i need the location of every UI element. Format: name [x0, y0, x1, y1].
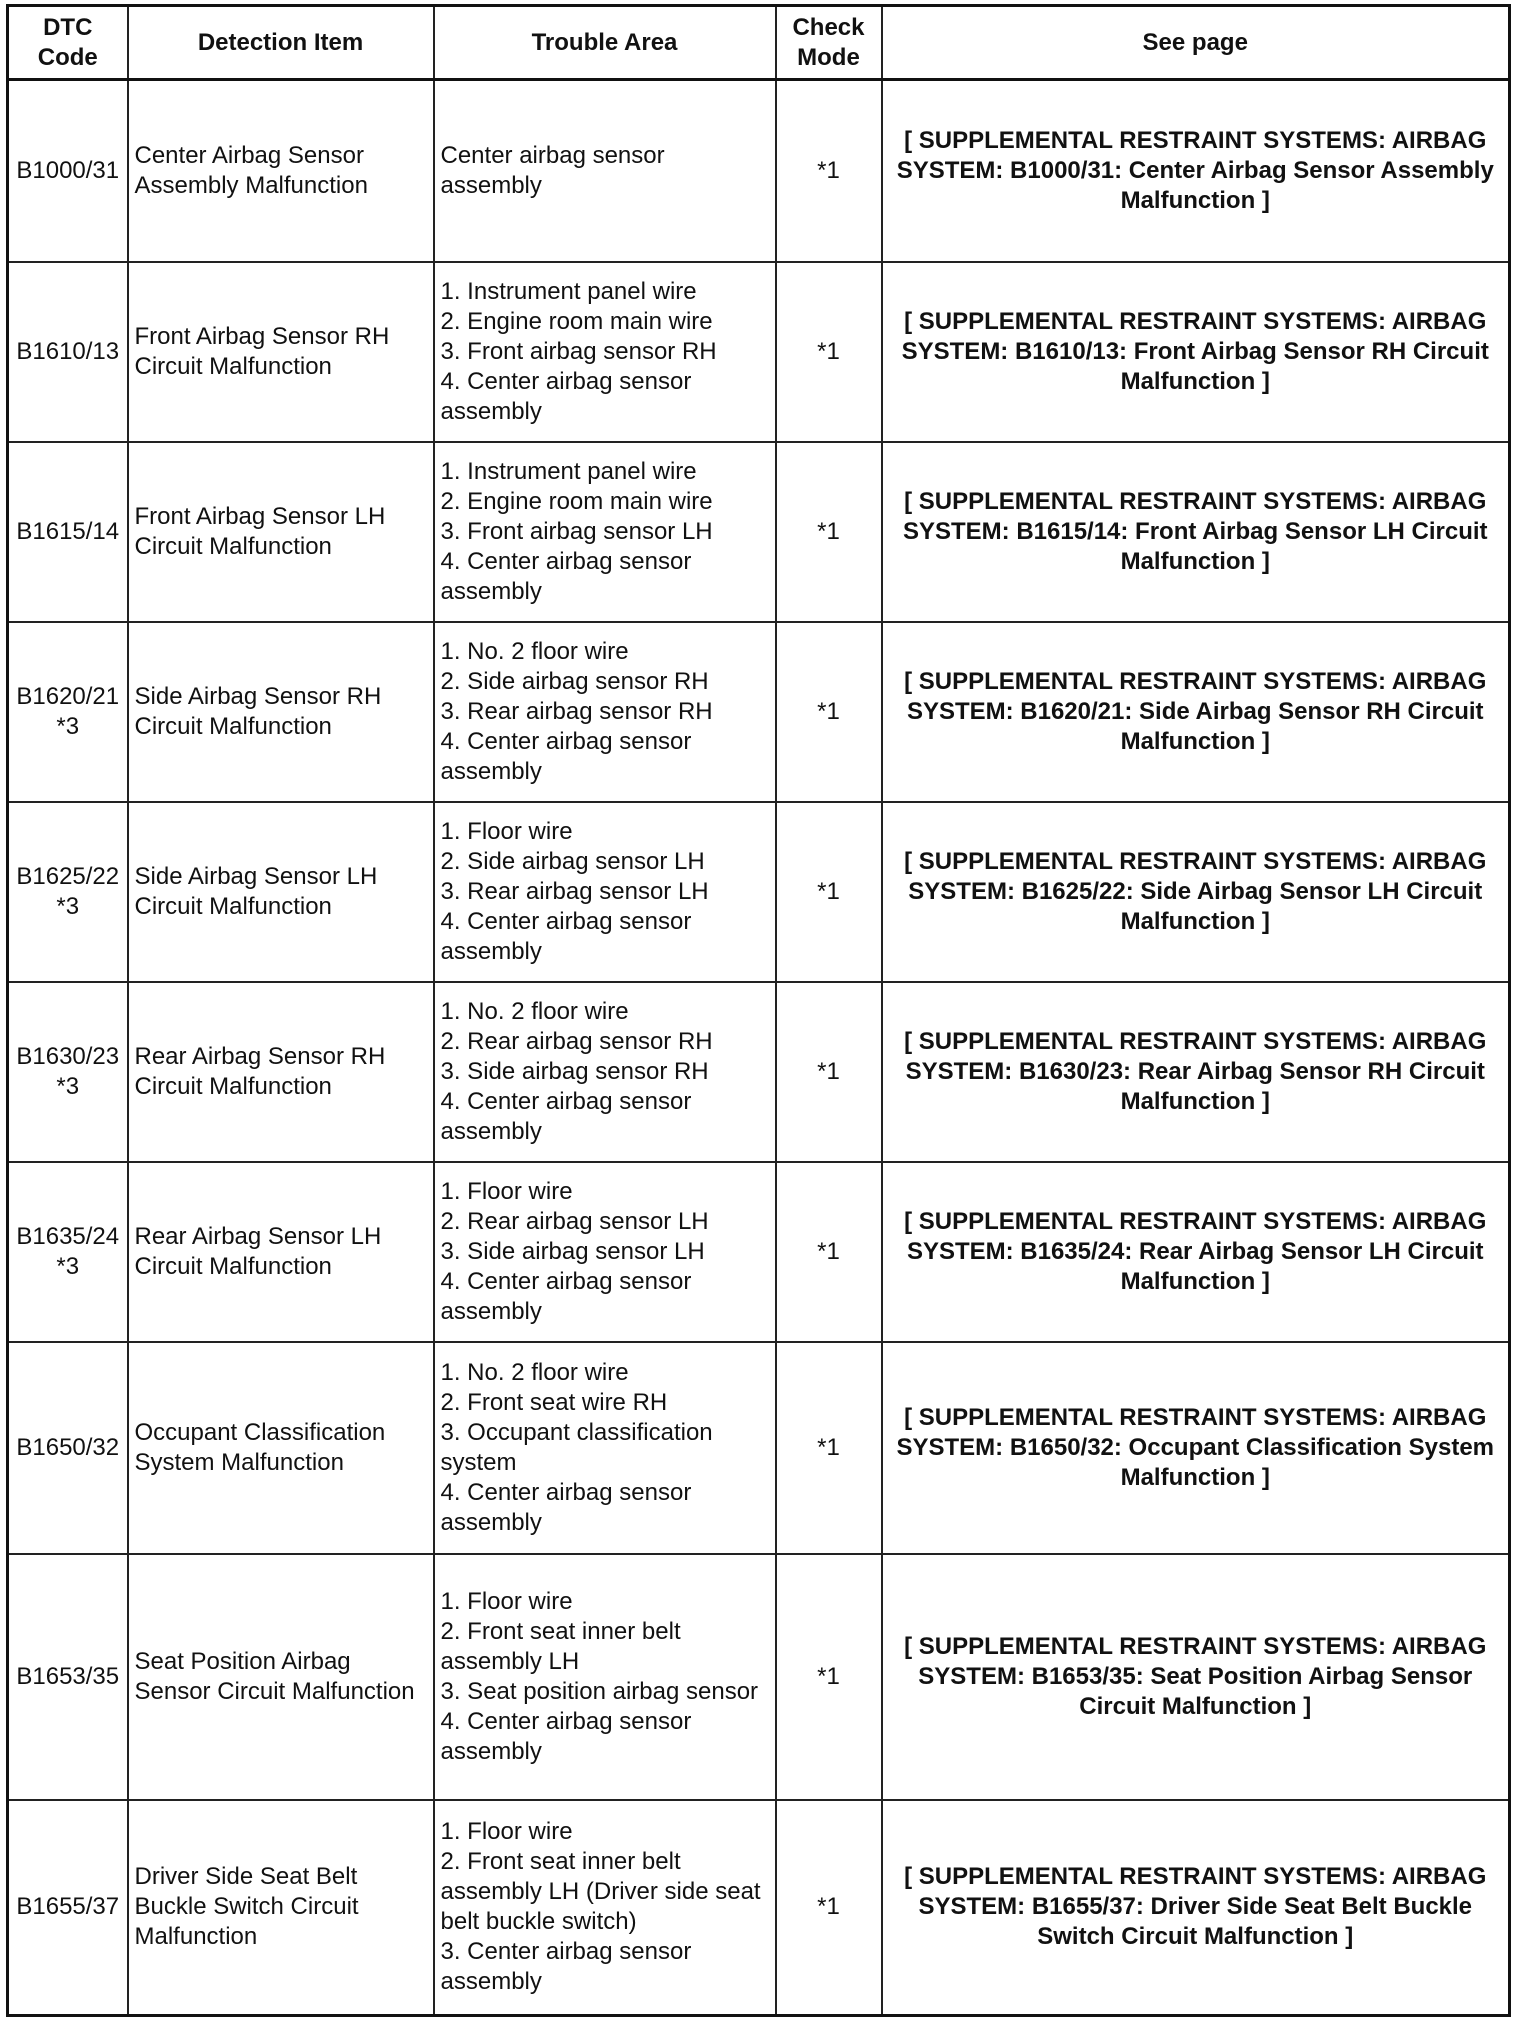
- trouble-area-line: 1. Instrument panel wire: [440, 457, 697, 485]
- table-row: [8, 1800, 1510, 2016]
- trouble-area: [434, 1554, 776, 1800]
- trouble-area-line: 1. Floor wire: [440, 1587, 573, 1615]
- see-page-reference: [ SUPPLEMENTAL RESTRAINT SYSTEMS: AIRBAG SYSTEM: B1630/23: Rear Airbag Sensor RH Circuit Malfunction ]: [882, 982, 1510, 1162]
- dtc-code: B1655/37: [16, 1893, 120, 1921]
- dtc-code-cell: [8, 80, 128, 262]
- trouble-area-line: 1. Floor wire: [440, 817, 573, 845]
- see-page-reference: [ SUPPLEMENTAL RESTRAINT SYSTEMS: AIRBAG SYSTEM: B1000/31: Center Airbag Sensor Assembly Malfunction ]: [882, 80, 1510, 262]
- trouble-area-line: 2. Engine room main wire: [440, 307, 713, 335]
- trouble-area-line: 4. Center airbag sensor assembly: [440, 1478, 692, 1536]
- header-see-page: See page: [882, 6, 1510, 80]
- trouble-area-line: 1. No. 2 floor wire: [440, 637, 629, 665]
- trouble-area: [434, 1162, 776, 1342]
- check-mode: *1: [776, 982, 882, 1162]
- trouble-area-line: 4. Center airbag sensor assembly: [440, 907, 692, 965]
- trouble-area: [434, 802, 776, 982]
- dtc-code: B1000/31: [16, 156, 120, 184]
- header-row: [8, 6, 1510, 80]
- table-row: [8, 1342, 1510, 1554]
- trouble-area-line: 3. Occupant classification system: [440, 1418, 713, 1476]
- trouble-area-line: 4. Center airbag sensor assembly: [440, 547, 692, 605]
- header-detection-item: Detection Item: [128, 6, 434, 80]
- check-mode: *1: [776, 622, 882, 802]
- trouble-area-line: 3. Rear airbag sensor LH: [440, 877, 709, 905]
- trouble-area: [434, 1800, 776, 2016]
- trouble-area: [434, 982, 776, 1162]
- table-row: [8, 80, 1510, 262]
- trouble-area-line: 3. Front airbag sensor RH: [440, 337, 717, 365]
- dtc-code: B1625/22: [16, 862, 120, 890]
- check-mode: *1: [776, 442, 882, 622]
- check-mode: *1: [776, 1800, 882, 2016]
- trouble-area-line: 3. Side airbag sensor LH: [440, 1237, 705, 1265]
- trouble-area-line: 2. Side airbag sensor RH: [440, 667, 709, 695]
- trouble-area-line: 1. Floor wire: [440, 1177, 573, 1205]
- trouble-area-line: 2. Rear airbag sensor LH: [440, 1207, 709, 1235]
- dtc-code: B1615/14: [16, 517, 120, 545]
- dtc-code-cell: [8, 442, 128, 622]
- trouble-area-line: 2. Side airbag sensor LH: [440, 847, 705, 875]
- trouble-area: [434, 262, 776, 442]
- see-page-reference: [ SUPPLEMENTAL RESTRAINT SYSTEMS: AIRBAG SYSTEM: B1625/22: Side Airbag Sensor LH Circuit Malfunction ]: [882, 802, 1510, 982]
- see-page-reference: [ SUPPLEMENTAL RESTRAINT SYSTEMS: AIRBAG SYSTEM: B1610/13: Front Airbag Sensor RH Circuit Malfunction ]: [882, 262, 1510, 442]
- trouble-area-line: 2. Front seat inner belt assembly LH: [440, 1617, 681, 1675]
- see-page-reference: [ SUPPLEMENTAL RESTRAINT SYSTEMS: AIRBAG SYSTEM: B1653/35: Seat Position Airbag Sensor Circuit Malfunction ]: [882, 1554, 1510, 1800]
- trouble-area-line: 4. Center airbag sensor assembly: [440, 1707, 692, 1765]
- table-row: [8, 1162, 1510, 1342]
- check-mode: *1: [776, 1554, 882, 1800]
- dtc-code-cell: [8, 1162, 128, 1342]
- dtc-code-cell: [8, 802, 128, 982]
- trouble-area: [434, 80, 776, 262]
- dtc-code-note: *3: [56, 1252, 80, 1280]
- dtc-code: B1620/21: [16, 682, 120, 710]
- check-mode: *1: [776, 1342, 882, 1554]
- detection-item: Rear Airbag Sensor LH Circuit Malfunction: [128, 1162, 434, 1342]
- trouble-area-line: 3. Center airbag sensor assembly: [440, 1938, 692, 1996]
- trouble-area-line: 4. Center airbag sensor assembly: [440, 1087, 692, 1145]
- trouble-area-line: 3. Seat position airbag sensor: [440, 1677, 759, 1705]
- dtc-code-cell: [8, 982, 128, 1162]
- dtc-code-note: *3: [56, 712, 80, 740]
- dtc-code-note: *3: [56, 892, 80, 920]
- dtc-code-cell: [8, 1800, 128, 2016]
- dtc-code-note: *3: [56, 1072, 80, 1100]
- trouble-area-line: 1. No. 2 floor wire: [440, 1358, 629, 1386]
- dtc-code-cell: [8, 1342, 128, 1554]
- check-mode: *1: [776, 1162, 882, 1342]
- dtc-code-cell: [8, 622, 128, 802]
- header-trouble-area: Trouble Area: [434, 6, 776, 80]
- check-mode: *1: [776, 262, 882, 442]
- trouble-area-line: 4. Center airbag sensor assembly: [440, 367, 692, 425]
- table-header: [8, 6, 1510, 80]
- dtc-code: B1630/23: [16, 1042, 120, 1070]
- trouble-area-line: 3. Front airbag sensor LH: [440, 517, 713, 545]
- trouble-area: [434, 622, 776, 802]
- detection-item: Occupant Classification System Malfunction: [128, 1342, 434, 1554]
- trouble-area-line: 2. Front seat wire RH: [440, 1388, 668, 1416]
- detection-item: Seat Position Airbag Sensor Circuit Malfunction: [128, 1554, 434, 1800]
- trouble-area: [434, 1342, 776, 1554]
- table-row: [8, 1554, 1510, 1800]
- check-mode: *1: [776, 80, 882, 262]
- detection-item: Rear Airbag Sensor RH Circuit Malfunction: [128, 982, 434, 1162]
- dtc-code-cell: [8, 262, 128, 442]
- dtc-code-cell: [8, 1554, 128, 1800]
- detection-item: Front Airbag Sensor RH Circuit Malfunction: [128, 262, 434, 442]
- dtc-code: B1610/13: [16, 337, 120, 365]
- trouble-area-line: 1. Floor wire: [440, 1818, 573, 1846]
- see-page-reference: [ SUPPLEMENTAL RESTRAINT SYSTEMS: AIRBAG SYSTEM: B1650/32: Occupant Classification System Malfunction ]: [882, 1342, 1510, 1554]
- trouble-area-line: 4. Center airbag sensor assembly: [440, 727, 692, 785]
- detection-item: Side Airbag Sensor LH Circuit Malfunction: [128, 802, 434, 982]
- table-row: [8, 982, 1510, 1162]
- trouble-area-line: 2. Front seat inner belt assembly LH (Driver side seat belt buckle switch): [440, 1848, 761, 1936]
- see-page-reference: [ SUPPLEMENTAL RESTRAINT SYSTEMS: AIRBAG SYSTEM: B1635/24: Rear Airbag Sensor LH Circuit Malfunction ]: [882, 1162, 1510, 1342]
- dtc-code: B1653/35: [16, 1662, 120, 1690]
- table-row: [8, 802, 1510, 982]
- trouble-area-line: Center airbag sensor assembly: [440, 141, 665, 199]
- see-page-reference: [ SUPPLEMENTAL RESTRAINT SYSTEMS: AIRBAG SYSTEM: B1655/37: Driver Side Seat Belt Buckle Switch Circuit Malfunction ]: [882, 1800, 1510, 2016]
- see-page-reference: [ SUPPLEMENTAL RESTRAINT SYSTEMS: AIRBAG SYSTEM: B1615/14: Front Airbag Sensor LH Circuit Malfunction ]: [882, 442, 1510, 622]
- trouble-area-line: 2. Engine room main wire: [440, 487, 713, 515]
- table-row: [8, 442, 1510, 622]
- trouble-area-line: 4. Center airbag sensor assembly: [440, 1267, 692, 1325]
- check-mode: *1: [776, 802, 882, 982]
- detection-item: Side Airbag Sensor RH Circuit Malfunction: [128, 622, 434, 802]
- detection-item: Front Airbag Sensor LH Circuit Malfunction: [128, 442, 434, 622]
- trouble-area-line: 1. No. 2 floor wire: [440, 997, 629, 1025]
- dtc-table: [6, 4, 1511, 2017]
- header-check-mode: Check Mode: [776, 6, 882, 80]
- trouble-area-line: 2. Rear airbag sensor RH: [440, 1027, 713, 1055]
- trouble-area-line: 3. Side airbag sensor RH: [440, 1057, 709, 1085]
- table-body: [8, 80, 1510, 2016]
- dtc-code: B1650/32: [16, 1433, 120, 1461]
- trouble-area: [434, 442, 776, 622]
- trouble-area-line: 1. Instrument panel wire: [440, 277, 697, 305]
- trouble-area-line: 3. Rear airbag sensor RH: [440, 697, 713, 725]
- header-dtc-code: DTC Code: [8, 6, 128, 80]
- table-row: [8, 262, 1510, 442]
- table-row: [8, 622, 1510, 802]
- see-page-reference: [ SUPPLEMENTAL RESTRAINT SYSTEMS: AIRBAG SYSTEM: B1620/21: Side Airbag Sensor RH Circuit Malfunction ]: [882, 622, 1510, 802]
- dtc-code: B1635/24: [16, 1222, 120, 1250]
- detection-item: Center Airbag Sensor Assembly Malfunction: [128, 80, 434, 262]
- detection-item: Driver Side Seat Belt Buckle Switch Circuit Malfunction: [128, 1800, 434, 2016]
